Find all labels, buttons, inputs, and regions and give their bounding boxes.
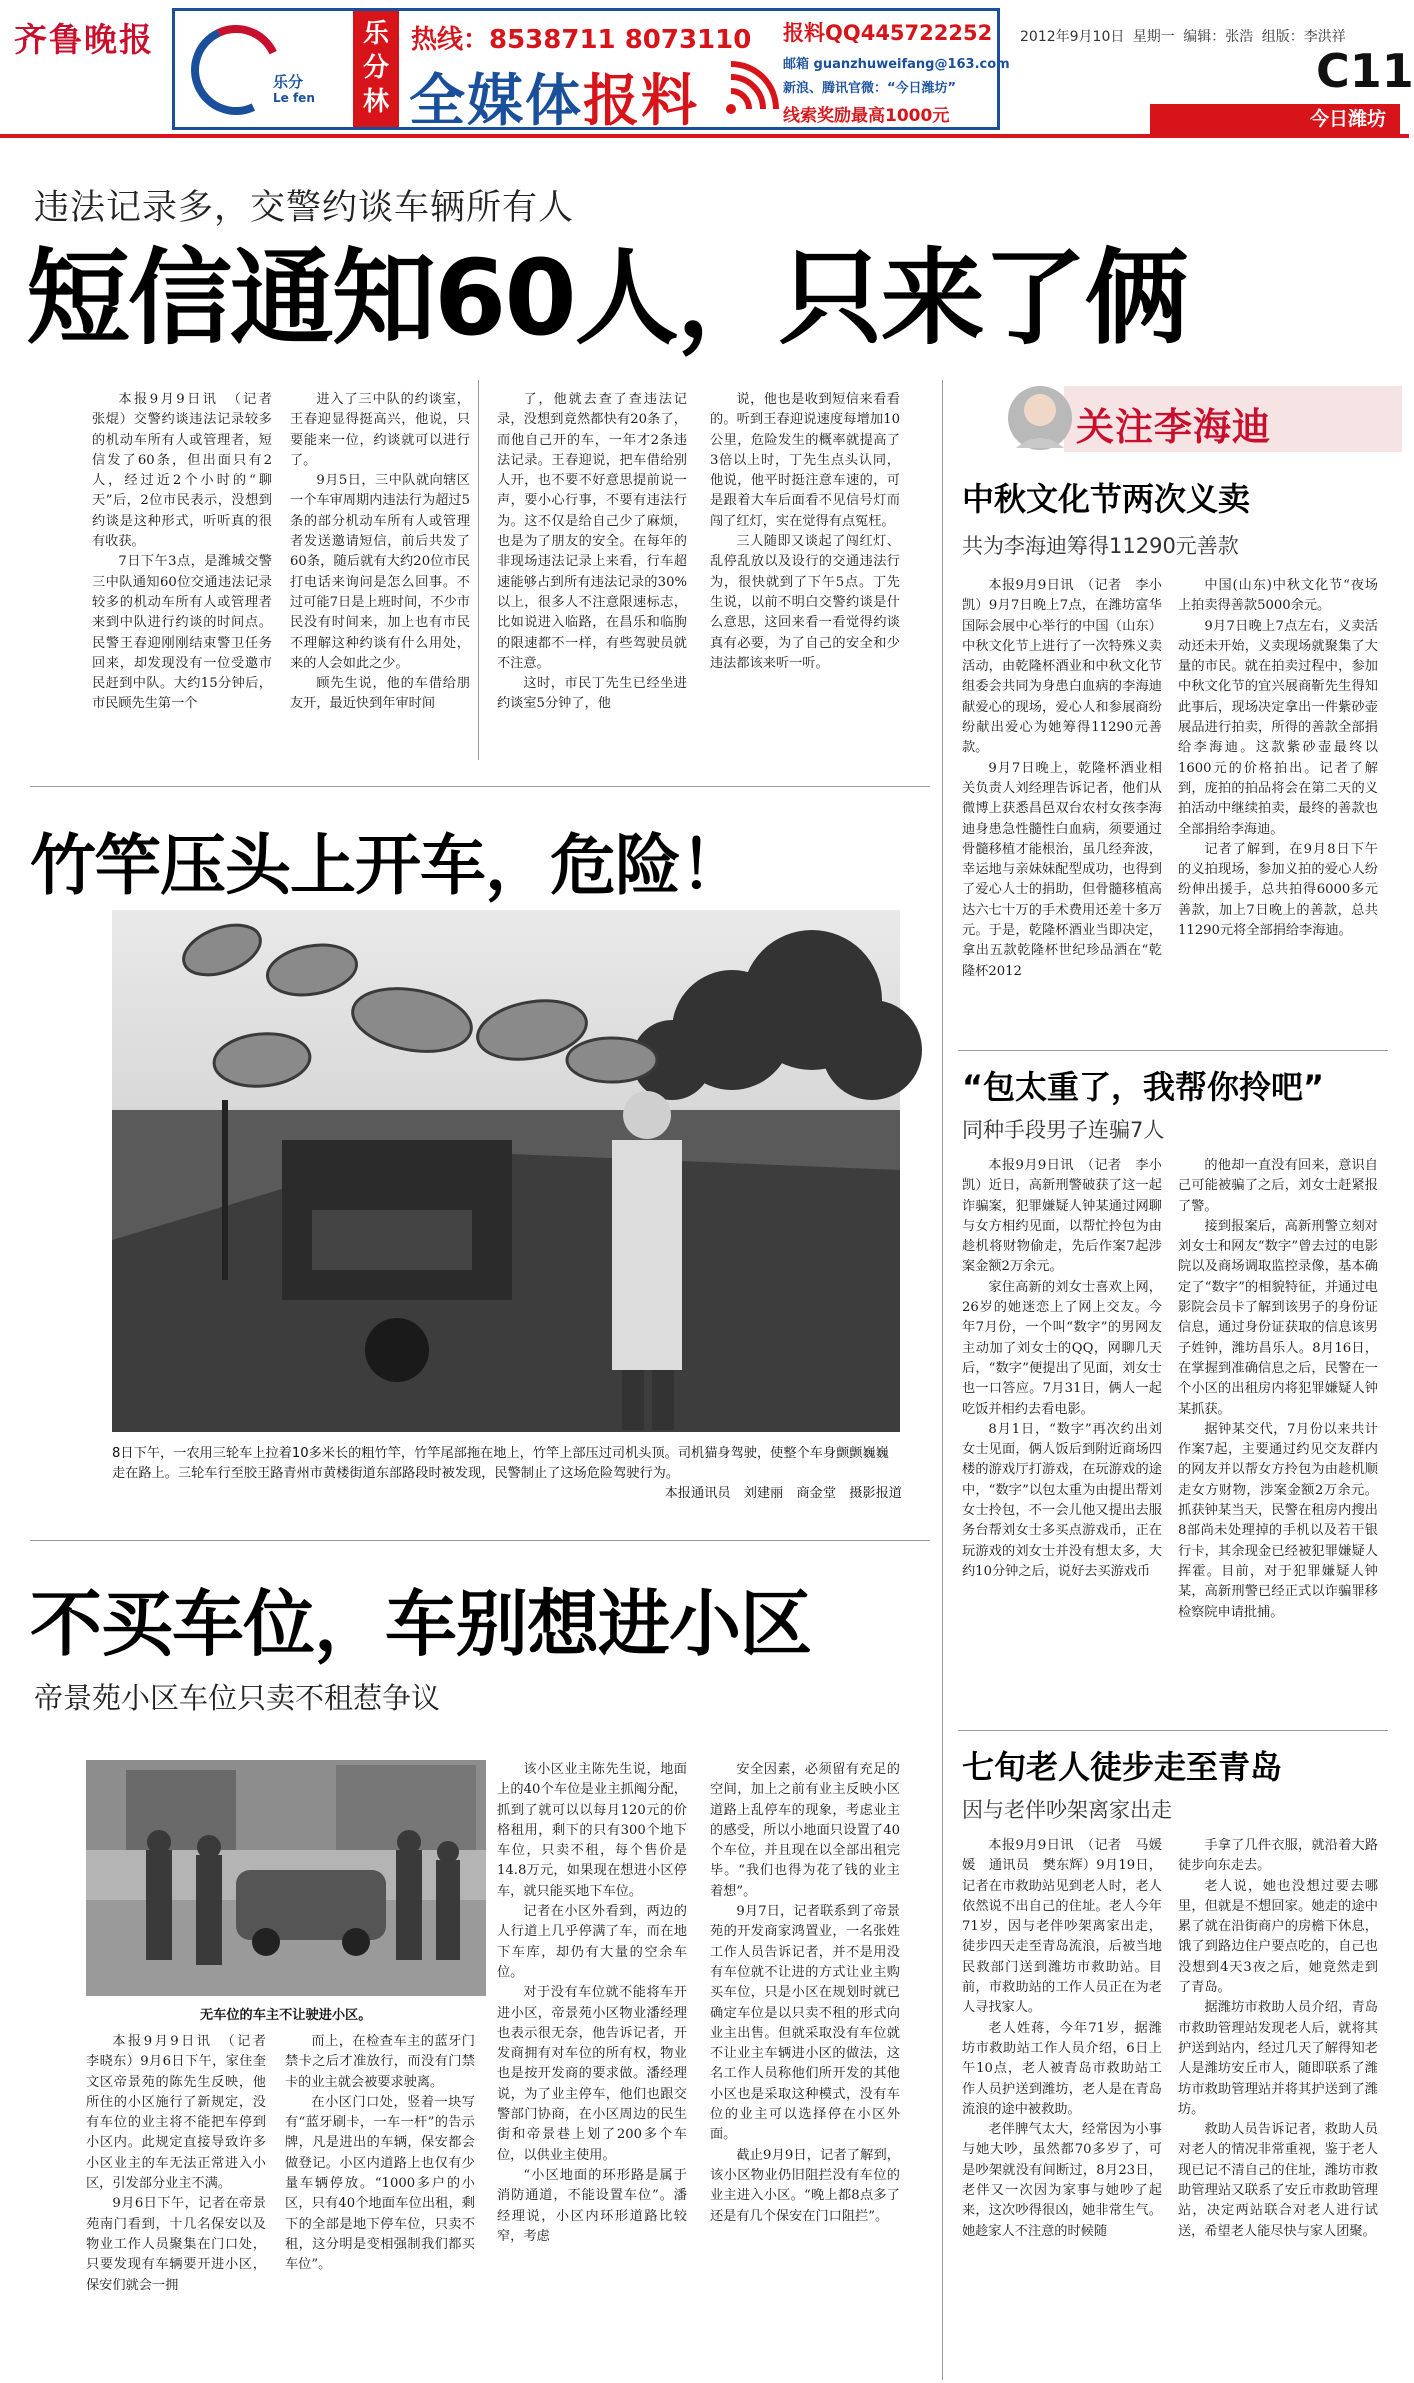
paragraph: 9月7日晚上7点左右，义卖活动还未开始，义卖现场就聚集了大量的市民。就在拍卖过程中，参加中秋文化节的宜兴展商靳先生得知此事后，现场决定拿出一件紫砂壶展品进行拍卖，所得的善款全部捐给李海迪。这款紫砂壶最终以1600元的价格拍出。记者了解到，庞拍的拍品将会在第二天的义拍活动中继续拍卖，最终的善款也全部捐给李海迪。 [1178,618,1378,837]
paragraph: 7日下午3点，是潍城交警三中队通知60位交通违法记录较多的机动车所有人或管理者来到中队进行约谈的时间点。民警王春迎刚刚结束警卫任务回来，却发现没有一位受邀市民赶到中队。大约15分钟后，市民顾先生第一个 [92,554,272,712]
ad-mail: 邮箱 guanzhuweifang@163.com [783,57,1010,72]
right-a1-headline: 中秋文化节两次义卖 [962,480,1251,518]
column-text [86,2032,280,2296]
paragraph: 手拿了几件衣服，就沿着大路徒步向东走去。 [1178,1838,1378,1874]
paragraph: 老伴脾气太大，经常因为小事与她大吵，虽然都70多岁了，可是吵架就没有间断过，8月23日，老伴又一次因为家事与她吵了起来，这次吵得很凶，她非常生气。她趁家人不注意的时候随 [962,2122,1162,2239]
paragraph: 9月5日，三中队就向辖区一个车审周期内违法行为超过5条的部分机动车所有人或管理者发送邀请短信，前后共发了60条，随后就有大约20位市民打电话来询问是怎么回事。不过可能7日是上班时间，不少市民没有时间来，加上也有市民不理解这种约谈有什么用处，来的人会如此之少。 [290,473,470,671]
story3-col-1 [86,2032,280,2368]
paragraph: 老人说，她也没想过要去哪里，但就是不想回家。她走的途中累了就在沿街商户的房檐下休息，饿了到路边住户要点吃的，自己也没想到4天3夜之后，她竟然走到了青岛。 [1178,1878,1378,1996]
paragraph: 顾先生说，他的车借给朋友开，最近快到年审时间 [290,676,470,712]
focus-title: 关注李海迪 [1076,405,1272,449]
story3-headline: 不买车位，车别想进小区 [30,1582,812,1666]
issue-meta [1020,26,1346,46]
paragraph: 三人随即又谈起了闯红灯、乱停乱放以及设行的交通违法行为，很快就到了下午5点。丁先生说，以前不明白交警约谈是什么意思，这回来看一看觉得约谈真有必要，为了自己的安全和少违法都该来听一听。 [710,534,900,671]
paragraph: 家住高新的刘女士喜欢上网，26岁的她迷恋上了网上交友。今年7月份，一个叫“数字”的男网友主动加了刘女士的QQ，网聊几天后，“数字”便提出了见面，刘女士也一口答应。7月31日，俩人一起吃饭并相约去看电影。 [962,1279,1162,1417]
ad-contact-block [783,17,1010,126]
ad-big-prefix: 全媒体 [409,69,583,134]
parking-gate-photo [86,1760,486,1996]
parking-photo-caption: 无车位的车主不让驶进小区。 [200,2008,372,2023]
column-text [285,2032,475,2276]
bamboo-photo-illustration [112,910,900,1432]
bamboo-photo-caption [112,1444,902,1504]
paragraph: 本报9月9日讯 （记者 李小凯）近日，高新刑警破获了这一起诈骗案，犯罪嫌疑人钟某通过网聊与女方相约见面，以帮忙拎包为由趁机将财物偷走，先后作案7起涉案金额2万余元。 [962,1158,1162,1275]
right-separator-2 [958,1730,1388,1731]
paragraph: 据钟某交代，7月份以来共计作案7起，主要通过约见交友群内的网友并以帮女方拎包为由趁机顺走女方财物，涉案金额2万余元。抓获钟某当天，民警在租房内搜出8部尚未处理掉的手机以及若干银行卡，其余现金已经被犯罪嫌疑人挥霍。目前，对于犯罪嫌疑人钟某，高新刑警已经正式以诈骗罪移检察院申请批捕。 [1178,1421,1378,1620]
right-a2-subhead: 同种手段男子连骗7人 [962,1118,1165,1142]
right-a1-col-1 [962,576,1162,1056]
paragraph: 这时，市民丁先生已经坐进约谈室5分钟了，他 [497,676,687,712]
issue-weekday: 星期一 [1132,29,1175,45]
logo-cn: 乐分 [273,73,304,91]
right-a3-headline: 七旬老人徒步走至青岛 [962,1748,1283,1786]
parking-photo-illustration [86,1760,486,1996]
paragraph: 截止9月9日，记者了解到，该小区物业仍旧阻拦没有车位的业主进入小区。“晚上都8点多了还是有几个保安在门口阻拦”。 [710,2147,900,2224]
story3-subhead: 帝景苑小区车位只卖不租惹争议 [34,1681,441,1715]
right-separator-1 [958,1050,1388,1051]
signal-wave-icon [723,61,779,117]
right-a2-headline: “包太重了，我帮你拎吧” [962,1068,1325,1106]
paragraph: 记者了解到，在9月8日下午的义拍现场，参加义拍的爱心人纷纷伸出援手，总共拍得6000多元善款，加上7日晚上的善款，总共11290元将全部捐给李海迪。 [1178,841,1378,939]
paragraph: 9月7日，记者联系到了帝景苑的开发商家鸿置业，一名张姓工作人员告诉记者，并不是用没有车位就不让进的方式让业主购买车位，只是小区在规划时就已确定车位是以只卖不租的形式向业主出售。但就采取没有车位就不让业主车辆进小区的做法，这名工作人员称他们所开发的其他小区也是采取这种模式，没有车位的业主可以选择停在小区外面。 [710,1904,900,2143]
right-a2-col-1 [962,1156,1162,1722]
paragraph: 本报9月9日讯 （记者 李晓东）9月6日下午，家住奎文区帝景苑的陈先生反映，他所住的小区施行了新规定，没有车位的业主将不能把车停到小区内。此规定直接导致许多小区业主的车无法正常进入小区，引发部分业主不满。 [86,2034,280,2192]
paragraph: “小区地面的环形路是属于消防通道，不能设置车位”。潘经理说，小区内环形道路比较窄，考虑 [497,2167,687,2244]
column-text [1178,1156,1378,1623]
issue-date: 2012年9月10日 [1020,29,1125,45]
col-divider [478,380,479,760]
bamboo-caption-text: 8日下午，一农用三轮车上拉着10多米长的粗竹竿，竹竿尾部拖在地上，竹竿上部压过司机头顶。司机猫身驾驶，使整个车身颤颤巍巍走在路上。三轮车行至胶王路青州市黄楼街道东部路段时被发现，民警制止了这场危险驾驶行为。 [112,1446,889,1481]
column-text [92,390,286,715]
story1-headline: 短信通知60人，只来了俩 [26,237,1187,359]
issue-layout: 组版：李洪祥 [1261,29,1346,45]
story1-col-1 [92,390,286,766]
ad-big-suffix: 报料 [583,69,699,134]
column-text [962,1836,1162,2242]
ad-reward: 线索奖励最高1000元 [783,106,950,126]
paragraph: 据潍坊市救助人员介绍，青岛市救助管理站发现老人后，就将其护送到站内，经过几天了解得知老人是潍坊安丘市人，随即联系了潍坊市救助管理站并将其护送到了潍坊。 [1178,2000,1378,2117]
paragraph: 进入了三中队的约谈室，王春迎显得挺高兴，他说，只要能来一位，约谈就可以进行了。 [290,392,470,468]
paragraph: 9月7日晚上，乾隆杯酒业相关负责人刘经理告诉记者，他们从微博上获悉昌邑双台农村女孩李海迪身患急性髓性白血病，须要通过骨髓移植才能根治，虽几经奔波，幸运地与亲妹妹配型成功，也得到了爱心人士的捐助，但骨髓移植高达六七十万的手术费用还差十多万元。于是，乾隆杯酒业当即决定，拿出五款乾隆杯世纪珍品酒在“乾隆杯2012 [962,760,1162,979]
column-text [710,390,900,674]
paragraph: 的他却一直没有回来，意识自己可能被骗了之后，刘女士赶紧报了警。 [1178,1158,1378,1214]
paragraph: 记者在小区外看到，两边的人行道上几乎停满了车，而在地下车库，却仍有大量的空余车位。 [497,1904,687,1980]
ad-qq: 报料QQ445722252 [783,21,993,45]
logo-en: Le fen [273,91,315,105]
column-text [962,1156,1162,1582]
story1-col-4 [710,390,900,766]
ad-weibo: 新浪、腾讯官微：“今日潍坊” [783,81,957,96]
paragraph: 在小区门口处，竖着一块写有“蓝牙刷卡，一车一杆”的告示牌，凡是进出的车辆，保安都会做登记。小区内道路上也仅有少量车辆停放。“1000多户的小区，只有40个地面车位出租，剩下的全部是地下停车位，只卖不租，这分明是变相强制我们都买车位”。 [285,2094,475,2273]
paragraph: 说，他也是收到短信来看看的。听到王春迎说速度每增加10公里，危险发生的概率就提高了3倍以上时，丁先生点头认同，他说，他平时挺注意车速的，可是跟着大车后面看不见信号灯而闯了红灯，实在觉得有点冤枉。 [710,392,900,529]
paragraph: 本报9月9日讯 （记者 马媛媛 通讯员 樊东辉）9月19日，记者在市救助站见到老人时，老人依然说不出自己的住址。老人今年71岁，因与老伴吵架离家出走，徒步四天走至青岛流浪，后被当地民救部门送到潍坊市救助站。目前，市救助站的工作人员正在为老人寻找家人。 [962,1838,1162,2016]
right-a1-subhead: 共为李海迪筹得11290元善款 [962,534,1239,558]
right-column-divider [942,380,943,2380]
right-a3-subhead: 因与老伴吵架离家出走 [962,1798,1172,1822]
story1-col-3 [497,390,687,766]
story2-headline: 竹竿压头上开车，危险！ [30,827,745,904]
paragraph: 9月6日下午，记者在帝景苑南门看到，十几名保安以及物业工作人员聚集在门口处，只要发现有车辆要开进小区，保安们就会一拥 [86,2196,266,2293]
section-bar: 今日潍坊 [1150,104,1400,134]
paragraph: 接到报案后，高新刑警立刻对刘女士和网友“数字”曾去过的电影院以及商场调取监控录像，基本确定了“数字”的相貌特征，并通过电影院会员卡了解到该男子的身份证信息，通过身份证获取的信息该男子姓钟，潍坊昌乐人。8月16日，在掌握到准确信息之后，民警在一个小区的出租房内将犯罪嫌疑人钟某抓获。 [1178,1218,1378,1417]
right-a2-col-2 [1178,1156,1378,1722]
lefen-logo [187,19,317,123]
paragraph: 对于没有车位就不能将车开进小区，帝景苑小区物业潘经理也表示很无奈，他告诉记者，开发商拥有对车位的所有权，物业也是按开发商的要求做。潘经理说，为了业主停车，他们也跟交警部门协商，在小区周边的民生街和帝景巷上划了200多个车位，以供业主使用。 [497,1985,687,2163]
paragraph: 而上，在检查车主的蓝牙门禁卡之后才准放行，而没有门禁卡的业主就会被要求驶离。 [285,2034,475,2090]
story3-col-3 [497,1760,687,2368]
right-a3-col-1 [962,1836,1162,2368]
paragraph: 安全因素，必须留有充足的空间，加上之前有业主反映小区道路上乱停车的现象，考虑业主的感受，所以小地面只设置了40个车位，并且现在以全部出租完毕。“我们也得为花了钱的业主着想”。 [710,1762,900,1899]
issue-editor: 编辑：张浩 [1183,29,1254,45]
paragraph: 救助人员告诉记者，救助人员对老人的情况非常重视，鉴于老人现已记不清自己的住址，潍坊市救助管理站又联系了安丘市救助管理站，决定两站联合对老人进行试送，希望老人能尽快与家人团聚。 [1178,2122,1378,2239]
story3-col-4 [710,1760,900,2368]
column-text [290,390,470,715]
paragraph: 8月1日，“数字”再次约出刘女士见面，俩人饭后到附近商场四楼的游戏厅打游戏，在玩游戏的途中，“数字”以包太重为由提出帮刘女士拎包，不一会儿他又提出去服务台帮刘女士多买点游戏币，正在玩游戏的刘女士并没有想太多，大约10分钟之后，说好去买游戏币 [962,1421,1162,1579]
bamboo-tricycle-photo [112,910,900,1432]
logo-ring-icon [178,12,293,127]
column-text [1178,1836,1378,2242]
paragraph: 本报9月9日讯 （记者 张焜）交警约谈违法记录较多的机动车所有人或管理者，短信发了60条，但出面只有2人，经过近2个小时的“聊天”后，2位市民表示，没想到约谈是这种形式，听听真的很有收获。 [92,392,286,550]
section-separator-2 [30,1540,930,1541]
section-separator [30,786,930,787]
top-rule [0,134,1409,138]
column-text [710,1760,900,2227]
paragraph: 该小区业主陈先生说，地面上的40个车位是业主抓阄分配，抓到了就可以以每月120元的价格租用，剩下的只有300个地下车位，只卖不租，每个售价是14.8万元，如果现在想进小区停车，就只能买地下车位。 [497,1762,687,1899]
ad-big-title [409,57,699,137]
paragraph: 老人姓蒋，今年71岁，据潍坊市救助站工作人员介绍，6日上午10点，老人被青岛市救助站工作人员护送到潍坊，老人是在青岛流浪的途中被救助。 [962,2020,1162,2117]
newspaper-brand: 齐鲁晚报 [14,20,154,59]
bamboo-photo-credit: 本报通讯员 刘建丽 商金堂 摄影报道 [664,1486,902,1501]
story1-kicker: 违法记录多，交警约谈车辆所有人 [34,188,575,228]
column-text [962,576,1162,982]
column-text [1178,576,1378,941]
ad-red-block: 乐分林 [353,11,399,127]
paragraph: 了，他就去查了查违法记录，没想到竟然都快有20条了，而他自己开的车，一年才2条违法记录。王春迎说，把车借给别人开，也不要不好意思提前说一声，要小心行事，不要有违法行为。这不仅是给自己少了麻烦，也是为了朋友的安全。在每年的非现场违法记录上来看，行车超速能够占到所有违法记录的30%以上，很多人不注意限速标志，比如说进入临路，在昌乐和临朐的限速都不一样，有些驾驶员就不注意。 [497,392,687,671]
story1-col-2 [290,390,470,766]
story3-col-2 [285,2032,475,2368]
right-a3-col-2 [1178,1836,1378,2368]
column-text [497,1760,687,2247]
right-a1-col-2 [1178,576,1378,1056]
paragraph: 中国(山东)中秋文化节“夜场上拍卖得善款5000余元。 [1178,578,1378,614]
page-number: C11 [1316,44,1414,98]
column-text [497,390,687,715]
hotline-advert [172,8,1010,134]
paragraph: 本报9月9日讯 （记者 李小凯）9月7日晚上7点，在潍坊富华国际会展中心举行的中国（山东）中秋文化节上进行了一次特殊义卖活动，由乾隆杯酒业和中秋文化节组委会共同为身患白血病的李海迪献爱心的现场，爱心人和参展商纷纷献出爱心为她筹得11290元善款。 [962,578,1162,756]
ad-hotline: 热线：8538711 8073110 [411,25,752,55]
